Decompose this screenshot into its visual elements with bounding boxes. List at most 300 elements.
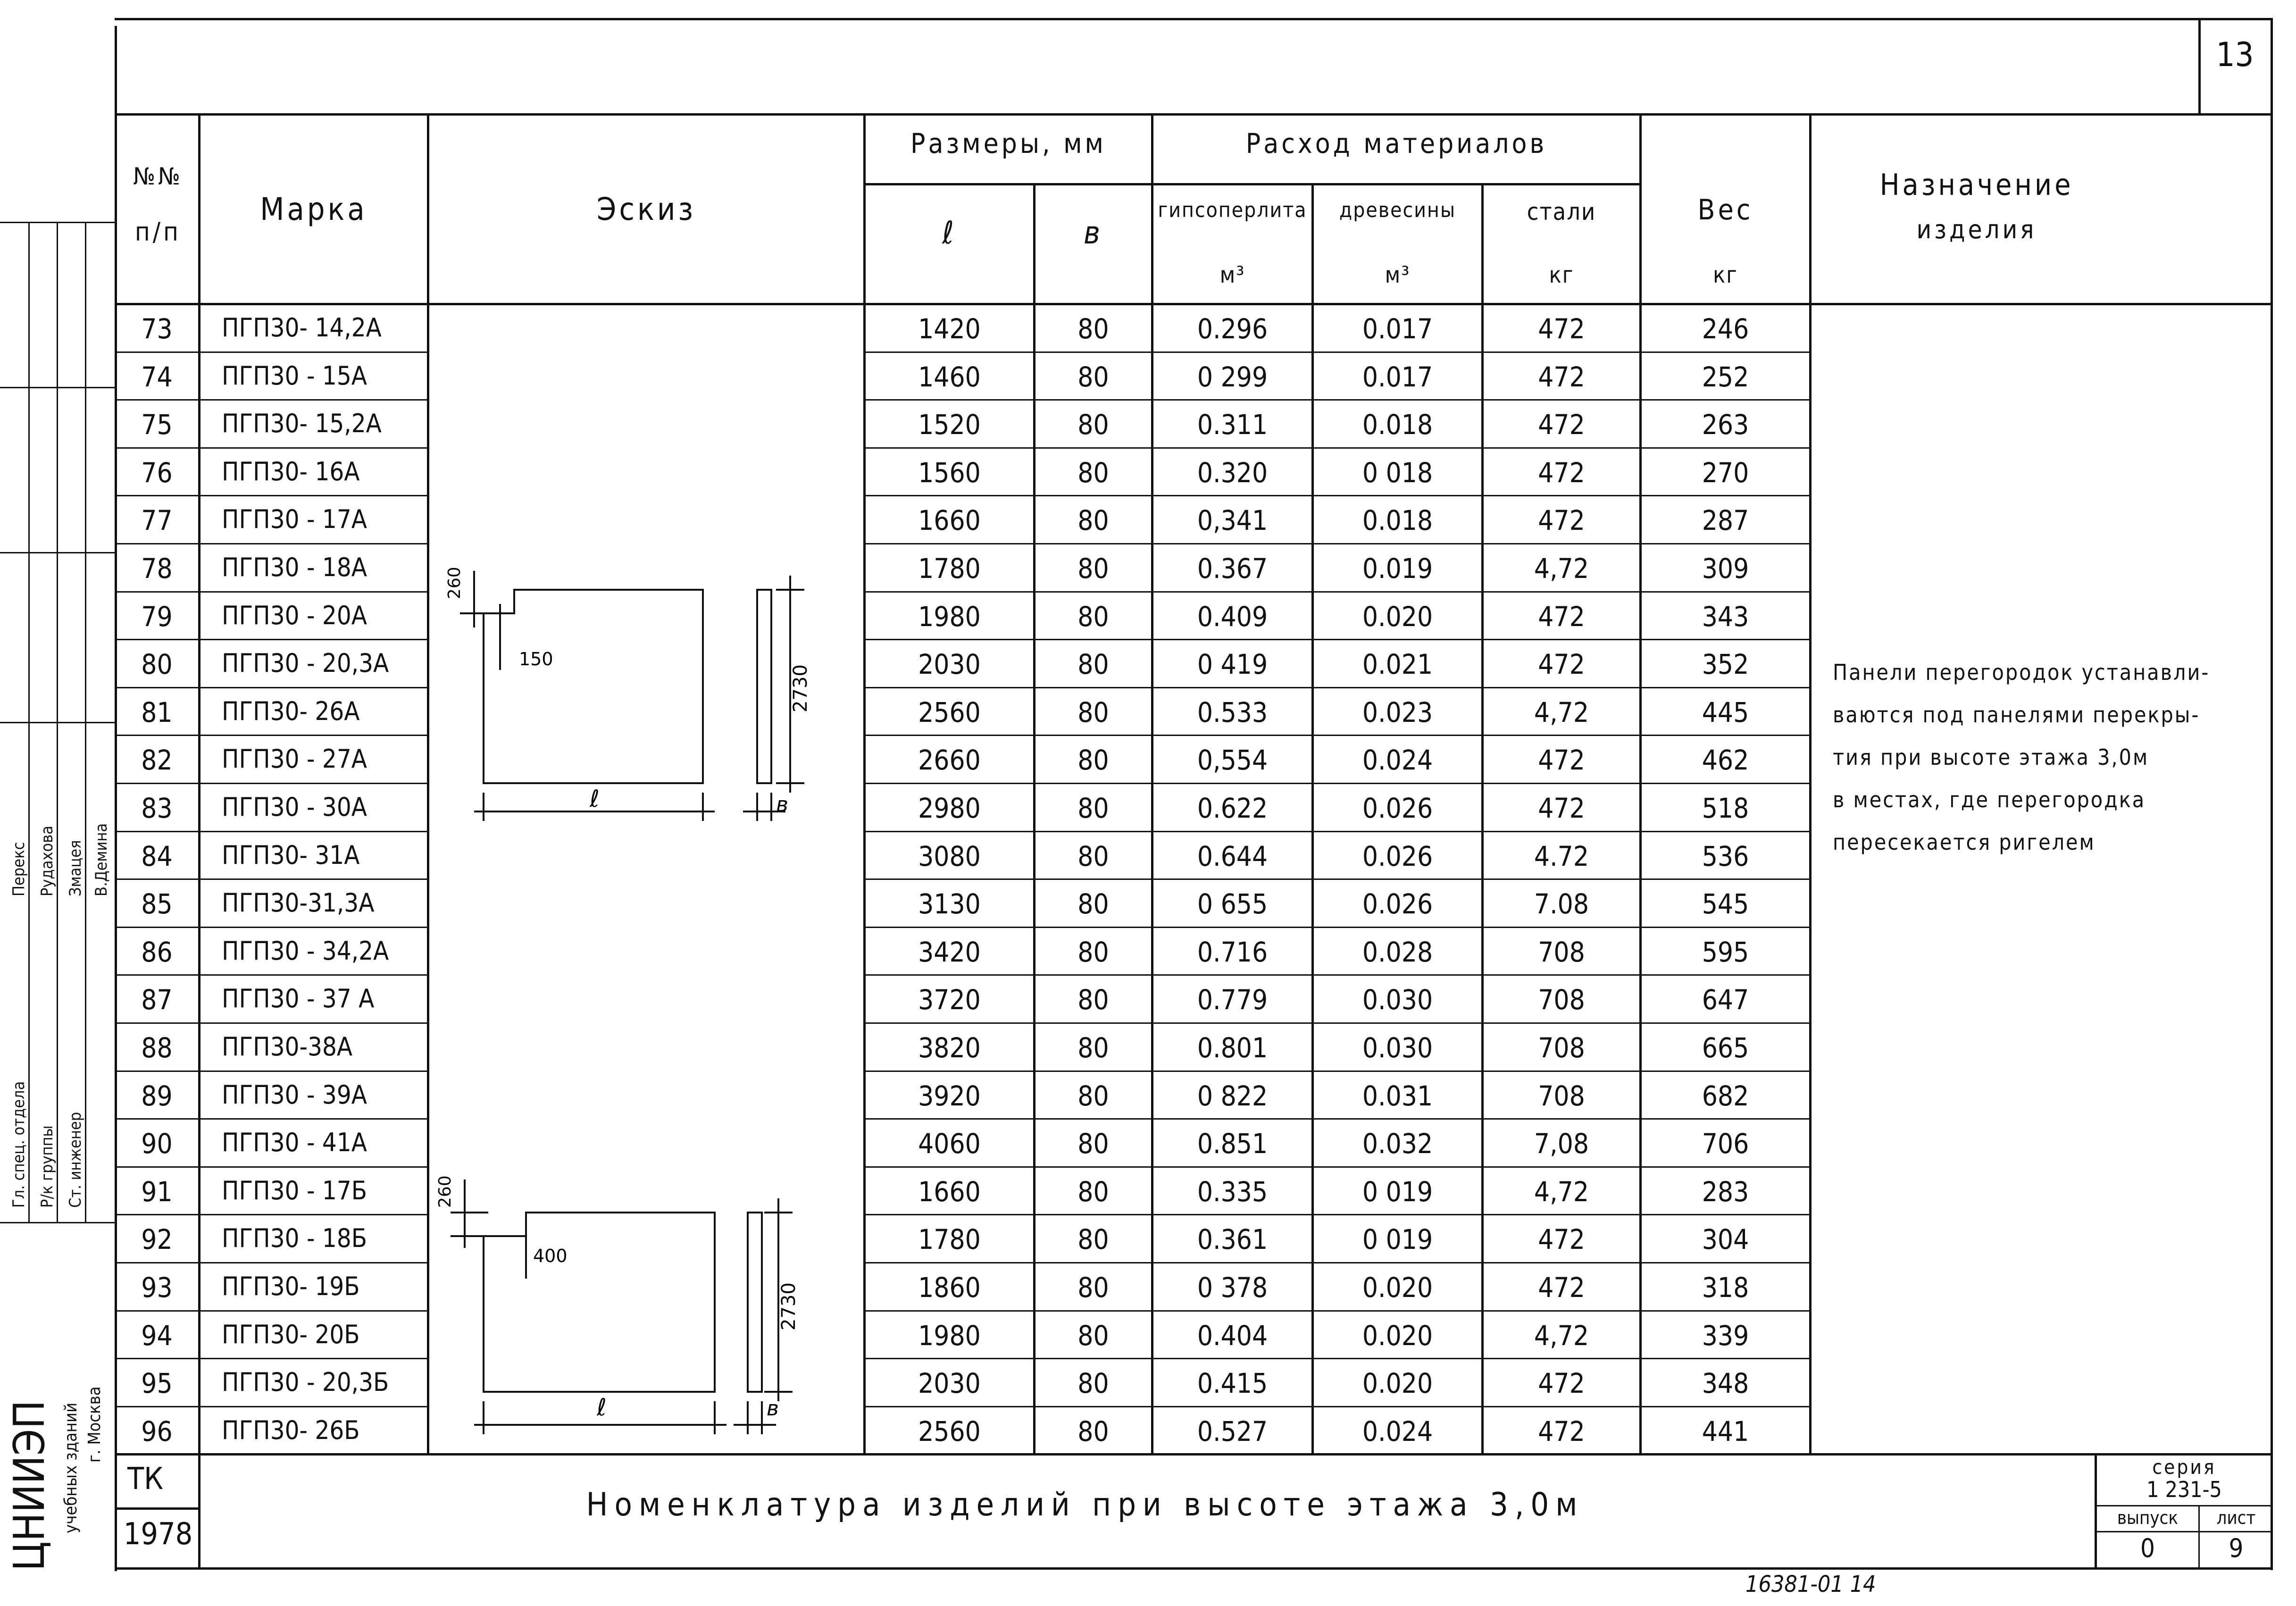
row-steel: 472 xyxy=(1538,1223,1585,1256)
row-separator xyxy=(115,1118,428,1120)
footer-issue-label: выпуск xyxy=(2117,1507,2179,1528)
header-size-l: ℓ xyxy=(942,215,957,251)
footer-series-divider xyxy=(2095,1505,2271,1506)
row-steel: 472 xyxy=(1538,744,1585,777)
row-separator xyxy=(115,1166,428,1168)
row-separator xyxy=(115,591,428,593)
row-steel: 7,08 xyxy=(1534,1128,1589,1160)
row-separator xyxy=(115,1071,428,1072)
row-separator xyxy=(863,687,1811,688)
sketch-b-panel-outline xyxy=(484,1213,715,1392)
margin-col-3 xyxy=(85,222,86,1222)
row-length: 2030 xyxy=(918,648,981,681)
row-gypsum: 0.716 xyxy=(1197,936,1268,968)
row-separator xyxy=(863,1071,1811,1072)
footer-issue-divider xyxy=(2198,1505,2200,1569)
row-weight: 647 xyxy=(1702,984,1749,1016)
row-thickness: 80 xyxy=(1077,1079,1109,1112)
margin-role-1: Гл. спец. отдела xyxy=(9,1081,28,1208)
row-gypsum: 0.296 xyxy=(1197,313,1268,345)
row-number: 89 xyxy=(141,1079,173,1112)
row-separator xyxy=(115,399,428,401)
row-steel: 472 xyxy=(1538,600,1585,633)
row-length: 1420 xyxy=(918,313,981,345)
footer-year: 1978 xyxy=(123,1517,193,1552)
footer-issue-label-line xyxy=(2095,1531,2271,1532)
row-weight: 304 xyxy=(1702,1223,1749,1256)
row-gypsum: 0.320 xyxy=(1197,456,1268,489)
sketch-b-dim-notch: 400 xyxy=(533,1246,568,1266)
sketch-a-dim-height: 2730 xyxy=(790,664,811,712)
row-separator xyxy=(863,543,1811,544)
row-steel: 472 xyxy=(1538,409,1585,441)
row-wood: 0.028 xyxy=(1362,936,1433,968)
row-wood: 0.020 xyxy=(1362,1319,1433,1352)
sketch-a xyxy=(427,557,863,863)
row-length: 3420 xyxy=(918,936,981,968)
sketch-b xyxy=(427,1170,863,1453)
row-number: 85 xyxy=(141,888,173,920)
margin-line-5 xyxy=(0,1222,115,1223)
row-steel: 4.72 xyxy=(1534,840,1589,872)
row-separator xyxy=(863,1358,1811,1359)
row-mark: ПГП30 - 18Б xyxy=(222,1223,367,1254)
row-wood: 0.023 xyxy=(1362,696,1433,728)
row-thickness: 80 xyxy=(1077,1223,1109,1256)
row-number: 96 xyxy=(141,1415,173,1447)
row-separator xyxy=(115,1262,428,1263)
frame-right-border xyxy=(2271,18,2273,1570)
row-thickness: 80 xyxy=(1077,600,1109,633)
margin-role-3: Ст. инженер xyxy=(66,1112,85,1208)
header-steel: стали xyxy=(1527,198,1596,226)
row-wood: 0.017 xyxy=(1362,313,1433,345)
row-mark: ПГП30- 26А xyxy=(222,696,360,726)
header-sketch: Эскиз xyxy=(596,191,696,227)
row-mark: ПГП30 - 39А xyxy=(222,1079,367,1110)
row-mark: ПГП30 - 30А xyxy=(222,792,367,822)
row-gypsum: 0.404 xyxy=(1197,1319,1268,1352)
row-separator xyxy=(863,351,1811,353)
sheet-number-top: 13 xyxy=(2216,35,2254,74)
row-steel: 4,72 xyxy=(1534,696,1589,728)
row-wood: 0.019 xyxy=(1362,552,1433,585)
row-thickness: 80 xyxy=(1077,1367,1109,1400)
row-wood: 0.024 xyxy=(1362,744,1433,777)
row-steel: 4,72 xyxy=(1534,1175,1589,1208)
sketch-a-dim-length: ℓ xyxy=(590,785,600,812)
row-wood: 0.021 xyxy=(1362,648,1433,681)
row-gypsum: 0.801 xyxy=(1197,1032,1268,1064)
row-number: 76 xyxy=(141,456,173,489)
row-thickness: 80 xyxy=(1077,648,1109,681)
row-number: 92 xyxy=(141,1223,173,1256)
row-separator xyxy=(863,447,1811,449)
row-thickness: 80 xyxy=(1077,552,1109,585)
row-thickness: 80 xyxy=(1077,409,1109,441)
row-weight: 252 xyxy=(1702,360,1749,393)
row-separator xyxy=(115,495,428,496)
row-steel: 708 xyxy=(1538,936,1585,968)
row-length: 2560 xyxy=(918,696,981,728)
row-weight: 287 xyxy=(1702,504,1749,537)
row-separator xyxy=(115,639,428,640)
row-mark: ПГП30 - 20А xyxy=(222,600,367,630)
sketch-b-dim-height: 2730 xyxy=(778,1282,800,1330)
row-mark: ПГП30 - 41А xyxy=(222,1128,367,1158)
row-separator xyxy=(115,927,428,928)
row-number: 87 xyxy=(141,984,173,1016)
row-length: 2560 xyxy=(918,1415,981,1447)
row-gypsum: 0.311 xyxy=(1197,409,1268,441)
row-steel: 472 xyxy=(1538,1415,1585,1447)
row-separator xyxy=(863,591,1811,593)
purpose-note-line-3: тия при высоте этажа 3,0м xyxy=(1833,744,2149,770)
row-length: 3080 xyxy=(918,840,981,872)
sketch-a-panel-outline xyxy=(484,590,703,783)
row-wood: 0.020 xyxy=(1362,600,1433,633)
row-steel: 472 xyxy=(1538,360,1585,393)
header-purpose-line1: Назначение xyxy=(1879,167,2074,202)
row-mark: ПГП30- 15,2А xyxy=(222,409,382,439)
row-separator xyxy=(115,831,428,832)
header-mark: Марка xyxy=(260,191,367,227)
row-separator xyxy=(863,1262,1811,1263)
header-materials: Расход материалов xyxy=(1245,127,1547,159)
row-thickness: 80 xyxy=(1077,1319,1109,1352)
row-separator xyxy=(115,1214,428,1215)
header-bottom-border xyxy=(115,303,2273,305)
margin-col-2 xyxy=(57,222,58,1222)
row-mark: ПГП30 - 37 А xyxy=(222,984,375,1014)
row-wood: 0.032 xyxy=(1362,1128,1433,1160)
row-number: 81 xyxy=(141,696,173,728)
row-wood: 0.030 xyxy=(1362,1032,1433,1064)
row-weight: 246 xyxy=(1702,313,1749,345)
row-separator xyxy=(863,639,1811,640)
row-gypsum: 0.335 xyxy=(1197,1175,1268,1208)
row-number: 74 xyxy=(141,360,173,393)
row-mark: ПГП30-31,3А xyxy=(222,888,375,918)
row-steel: 472 xyxy=(1538,1271,1585,1304)
margin-name-2: Рудахова xyxy=(38,825,57,896)
row-separator xyxy=(863,974,1811,976)
row-steel: 472 xyxy=(1538,648,1585,681)
row-gypsum: 0.644 xyxy=(1197,840,1268,872)
row-weight: 518 xyxy=(1702,792,1749,824)
header-gypsum: гипсоперлита xyxy=(1158,198,1307,222)
row-number: 75 xyxy=(141,409,173,441)
row-weight: 682 xyxy=(1702,1079,1749,1112)
row-separator xyxy=(115,543,428,544)
subheader-line xyxy=(863,183,1641,185)
row-mark: ПГП30 - 27А xyxy=(222,744,367,774)
row-length: 1980 xyxy=(918,1319,981,1352)
row-weight: 595 xyxy=(1702,936,1749,968)
row-separator xyxy=(115,878,428,880)
row-length: 1660 xyxy=(918,1175,981,1208)
row-wood: 0.030 xyxy=(1362,984,1433,1016)
row-thickness: 80 xyxy=(1077,744,1109,777)
row-weight: 462 xyxy=(1702,744,1749,777)
margin-org-line1: ЦНИИЭП xyxy=(5,1400,54,1571)
row-thickness: 80 xyxy=(1077,360,1109,393)
row-length: 1780 xyxy=(918,1223,981,1256)
row-number: 94 xyxy=(141,1319,173,1352)
row-mark: ПГП30 - 18А xyxy=(222,552,367,582)
footer-series-label: серия xyxy=(2152,1455,2216,1479)
row-length: 1460 xyxy=(918,360,981,393)
row-steel: 472 xyxy=(1538,792,1585,824)
row-wood: 0.024 xyxy=(1362,1415,1433,1447)
footer-tk: ТК xyxy=(127,1462,164,1497)
row-mark: ПГП30 - 17А xyxy=(222,504,367,535)
row-separator xyxy=(115,783,428,784)
row-thickness: 80 xyxy=(1077,1175,1109,1208)
row-number: 77 xyxy=(141,504,173,537)
row-length: 1660 xyxy=(918,504,981,537)
purpose-note-line-5: пересекается ригелем xyxy=(1833,829,2096,855)
row-weight: 270 xyxy=(1702,456,1749,489)
row-wood: 0.020 xyxy=(1362,1367,1433,1400)
row-separator xyxy=(115,1454,428,1455)
row-separator xyxy=(863,1022,1811,1024)
row-weight: 545 xyxy=(1702,888,1749,920)
row-weight: 441 xyxy=(1702,1415,1749,1447)
row-thickness: 80 xyxy=(1077,888,1109,920)
row-wood: 0.017 xyxy=(1362,360,1433,393)
row-mark: ПГП30-38А xyxy=(222,1032,353,1062)
row-number: 88 xyxy=(141,1032,173,1064)
inventory-number: 16381-01 14 xyxy=(1745,1571,1876,1598)
row-steel: 708 xyxy=(1538,1032,1585,1064)
row-separator xyxy=(863,1310,1811,1312)
row-mark: ПГП30 - 20,3А xyxy=(222,648,389,678)
header-gypsum-unit: м³ xyxy=(1219,262,1245,288)
row-thickness: 80 xyxy=(1077,456,1109,489)
row-length: 1520 xyxy=(918,409,981,441)
row-separator xyxy=(115,1022,428,1024)
header-wood-unit: м³ xyxy=(1385,262,1411,288)
row-number: 73 xyxy=(141,313,173,345)
row-number: 80 xyxy=(141,648,173,681)
col-line-no xyxy=(198,113,200,1569)
row-length: 2660 xyxy=(918,744,981,777)
row-number: 84 xyxy=(141,840,173,872)
row-weight: 343 xyxy=(1702,600,1749,633)
footer-issue-value: 0 xyxy=(2140,1533,2155,1563)
row-thickness: 80 xyxy=(1077,504,1109,537)
row-wood: 0.026 xyxy=(1362,840,1433,872)
footer-series-value: 1 231-5 xyxy=(2146,1477,2222,1502)
row-steel: 4,72 xyxy=(1534,1319,1589,1352)
margin-name-4: В.Демина xyxy=(92,823,111,896)
row-length: 1860 xyxy=(918,1271,981,1304)
row-wood: 0.026 xyxy=(1362,792,1433,824)
row-length: 3820 xyxy=(918,1032,981,1064)
row-gypsum: 0.622 xyxy=(1197,792,1268,824)
row-separator xyxy=(863,878,1811,880)
footer-divider-left xyxy=(115,1507,200,1510)
row-wood: 0 019 xyxy=(1362,1223,1433,1256)
table-top-border xyxy=(115,113,2273,116)
sketch-a-dim-thickness: в xyxy=(776,793,788,817)
row-thickness: 80 xyxy=(1077,1271,1109,1304)
purpose-note-line-2: ваются под панелями перекры- xyxy=(1833,702,2200,728)
header-purpose-line2: изделия xyxy=(1916,215,2037,244)
row-gypsum: 0.367 xyxy=(1197,552,1268,585)
row-wood: 0.020 xyxy=(1362,1271,1433,1304)
row-mark: ПГП30- 19Б xyxy=(222,1271,360,1301)
row-mark: ПГП30- 20Б xyxy=(222,1319,360,1349)
row-mark: ПГП30- 26Б xyxy=(222,1415,360,1445)
row-steel: 708 xyxy=(1538,984,1585,1016)
row-gypsum: 0.527 xyxy=(1197,1415,1268,1447)
row-weight: 348 xyxy=(1702,1367,1749,1400)
margin-name-1: Перекс xyxy=(9,842,28,896)
row-gypsum: 0.851 xyxy=(1197,1128,1268,1160)
row-wood: 0.018 xyxy=(1362,504,1433,537)
row-wood: 0.026 xyxy=(1362,888,1433,920)
row-gypsum: 0 822 xyxy=(1197,1079,1268,1112)
row-thickness: 80 xyxy=(1077,313,1109,345)
row-separator xyxy=(115,1358,428,1359)
row-gypsum: 0 378 xyxy=(1197,1271,1268,1304)
row-thickness: 80 xyxy=(1077,1032,1109,1064)
row-mark: ПГП30- 16А xyxy=(222,456,360,486)
row-mark: ПГП30 - 17Б xyxy=(222,1175,367,1205)
row-gypsum: 0.361 xyxy=(1197,1223,1268,1256)
row-gypsum: 0.779 xyxy=(1197,984,1268,1016)
margin-org-line2: учебных зданий xyxy=(61,1402,81,1533)
row-separator xyxy=(115,735,428,736)
purpose-note-line-4: в местах, где перегородка xyxy=(1833,787,2146,812)
row-separator xyxy=(115,447,428,449)
margin-org-line3: г. Москва xyxy=(85,1386,104,1463)
row-separator xyxy=(115,1310,428,1312)
row-separator xyxy=(115,351,428,353)
row-length: 2980 xyxy=(918,792,981,824)
row-gypsum: 0 655 xyxy=(1197,888,1268,920)
row-number: 86 xyxy=(141,936,173,968)
row-mark: ПГП30 - 20,3Б xyxy=(222,1367,389,1397)
footer-sheet-label: лист xyxy=(2216,1507,2256,1528)
row-gypsum: 0.533 xyxy=(1197,696,1268,728)
row-number: 83 xyxy=(141,792,173,824)
row-mark: ПГП30 - 34,2А xyxy=(222,936,389,966)
row-length: 3920 xyxy=(918,1079,981,1112)
row-number: 93 xyxy=(141,1271,173,1304)
row-gypsum: 0.415 xyxy=(1197,1367,1268,1400)
row-gypsum: 0.409 xyxy=(1197,600,1268,633)
row-thickness: 80 xyxy=(1077,840,1109,872)
margin-name-3: Змацея xyxy=(66,840,85,896)
row-steel: 4,72 xyxy=(1534,552,1589,585)
row-mark: ПГП30 - 15А xyxy=(222,360,367,391)
sketch-b-dim-length: ℓ xyxy=(597,1394,607,1421)
row-number: 78 xyxy=(141,552,173,585)
row-gypsum: 0 299 xyxy=(1197,360,1268,393)
row-separator xyxy=(115,687,428,688)
row-weight: 536 xyxy=(1702,840,1749,872)
row-separator xyxy=(863,1166,1811,1168)
margin-role-2: Р/к группы xyxy=(38,1125,57,1208)
row-thickness: 80 xyxy=(1077,984,1109,1016)
row-weight: 309 xyxy=(1702,552,1749,585)
row-number: 82 xyxy=(141,744,173,777)
row-weight: 665 xyxy=(1702,1032,1749,1064)
row-number: 79 xyxy=(141,600,173,633)
row-mark: ПГП30- 31А xyxy=(222,840,360,870)
frame-top-border xyxy=(115,18,2273,20)
header-weight: Вес xyxy=(1697,193,1753,226)
row-separator xyxy=(863,783,1811,784)
row-gypsum: 0 419 xyxy=(1197,648,1268,681)
row-separator xyxy=(863,831,1811,832)
header-size-b: в xyxy=(1084,215,1103,251)
row-length: 1980 xyxy=(918,600,981,633)
row-wood: 0 018 xyxy=(1362,456,1433,489)
row-separator xyxy=(863,735,1811,736)
row-separator xyxy=(863,495,1811,496)
row-gypsum: 0,341 xyxy=(1197,504,1268,537)
header-steel-unit: кг xyxy=(1549,262,1574,288)
row-wood: 0.031 xyxy=(1362,1079,1433,1112)
header-sizes: Размеры, мм xyxy=(910,127,1106,159)
row-thickness: 80 xyxy=(1077,792,1109,824)
row-mark: ПГП30- 14,2А xyxy=(222,313,382,343)
row-wood: 0 019 xyxy=(1362,1175,1433,1208)
row-steel: 472 xyxy=(1538,313,1585,345)
row-thickness: 80 xyxy=(1077,1128,1109,1160)
header-wood: древесины xyxy=(1339,198,1456,222)
purpose-note-line-1: Панели перегородок устанавли- xyxy=(1833,660,2210,685)
row-length: 4060 xyxy=(918,1128,981,1160)
sketch-b-dim-thickness: в xyxy=(767,1397,779,1421)
row-gypsum: 0,554 xyxy=(1197,744,1268,777)
row-number: 90 xyxy=(141,1128,173,1160)
header-weight-unit: кг xyxy=(1713,262,1738,288)
row-separator xyxy=(863,927,1811,928)
row-steel: 7.08 xyxy=(1534,888,1589,920)
row-length: 3720 xyxy=(918,984,981,1016)
footer-title: Номенклатура изделий при высоте этажа 3,0м xyxy=(586,1486,1584,1523)
row-thickness: 80 xyxy=(1077,1415,1109,1447)
row-weight: 445 xyxy=(1702,696,1749,728)
row-steel: 708 xyxy=(1538,1079,1585,1112)
row-number: 91 xyxy=(141,1175,173,1208)
row-weight: 352 xyxy=(1702,648,1749,681)
row-weight: 263 xyxy=(1702,409,1749,441)
row-length: 3130 xyxy=(918,888,981,920)
sketch-a-dim-notch: 150 xyxy=(519,649,553,669)
row-steel: 472 xyxy=(1538,456,1585,489)
row-steel: 472 xyxy=(1538,504,1585,537)
frame-left-border xyxy=(115,26,117,1571)
sketch-a-dim-top: 260 xyxy=(445,567,464,599)
row-thickness: 80 xyxy=(1077,696,1109,728)
row-separator xyxy=(863,1118,1811,1120)
row-length: 1560 xyxy=(918,456,981,489)
row-wood: 0.018 xyxy=(1362,409,1433,441)
row-length: 1780 xyxy=(918,552,981,585)
frame-bottom-border xyxy=(115,1567,2273,1570)
row-separator xyxy=(863,1454,1811,1455)
sketch-b-dim-top: 260 xyxy=(435,1175,455,1208)
row-weight: 706 xyxy=(1702,1128,1749,1160)
row-weight: 339 xyxy=(1702,1319,1749,1352)
row-weight: 283 xyxy=(1702,1175,1749,1208)
